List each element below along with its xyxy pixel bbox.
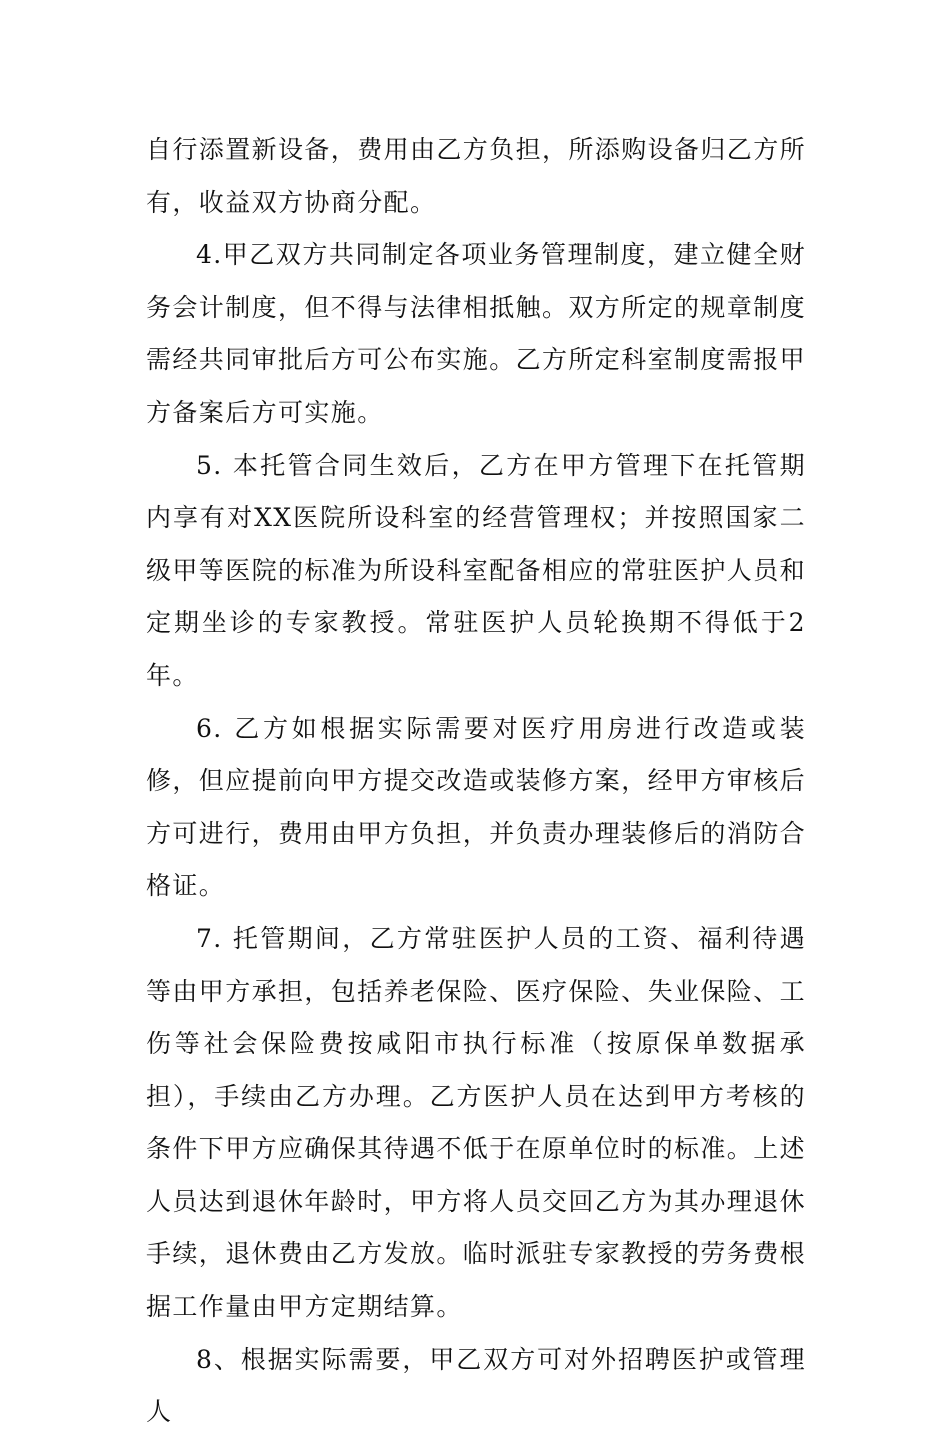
paragraph-clause-4: 4.甲乙双方共同制定各项业务管理制度，建立健全财务会计制度，但不得与法律相抵触。双方所定的规章制度需经共同审批后方可公布实施。乙方所定科室制度需报甲方备案后方可实施。	[146, 240, 807, 427]
paragraph-continuation: 自行添置新设备，费用由乙方负担，所添购设备归乙方所有，收益双方协商分配。	[146, 135, 807, 217]
paragraph-clause-6: 6. 乙方如根据实际需要对医疗用房进行改造或装修，但应提前向甲方提交改造或装修方案，经甲方审核后方可进行，费用由甲方负担，并负责办理装修后的消防合格证。	[146, 713, 807, 901]
document-body	[146, 124, 806, 1439]
paragraph-clause-5: 5. 本托管合同生效后，乙方在甲方管理下在托管期内享有对XX医院所设科室的经营管理权；并按照国家二级甲等医院的标准为所设科室配备相应的常驻医护人员和定期坐诊的专家教授。常驻医护人员轮换期不得低于2年。	[146, 450, 807, 690]
paragraph-clause-7: 7. 托管期间，乙方常驻医护人员的工资、福利待遇等由甲方承担，包括养老保险、医疗保险、失业保险、工伤等社会保险费按咸阳市执行标准（按原保单数据承担），手续由乙方办理。乙方医护人员在达到甲方考核的条件下甲方应确保其待遇不低于在原单位时的标准。上述人员达到退休年龄时，甲方将人员交回乙方为其办理退休手续，退休费由乙方发放。临时派驻专家教授的劳务费根据工作量由甲方定期结算。	[146, 923, 807, 1322]
paragraph-clause-8: 8、根据实际需要，甲乙双方可对外招聘医护或管理人	[146, 1344, 806, 1427]
